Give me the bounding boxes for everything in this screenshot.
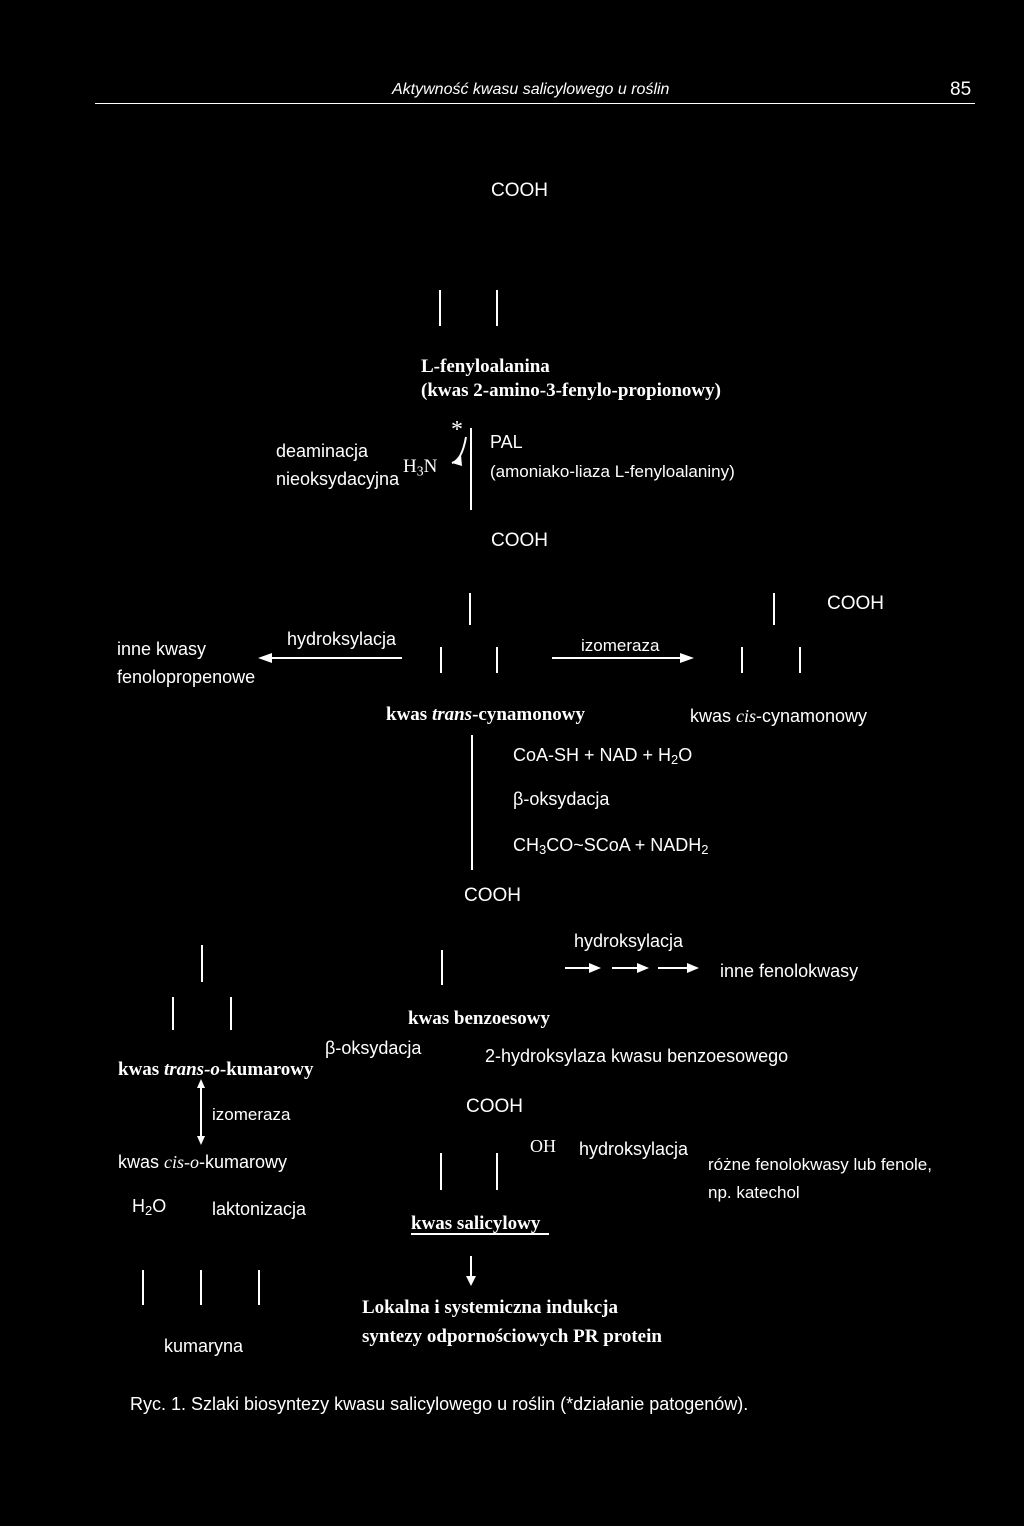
other-acids-label-2: fenolopropenowe: [117, 667, 256, 687]
other-phenolic-acids: inne fenolokwasy: [720, 961, 859, 981]
phe-carboxyl: COOH: [491, 180, 548, 201]
deamination-label-2: nieoksydacyjna: [276, 469, 400, 489]
various-phenols-1: różne fenolokwasy lub fenole,: [708, 1155, 932, 1174]
water-label: $H_2O$: [132, 1196, 167, 1219]
running-title: Aktywność kwasu salicylowego u roślin: [392, 81, 670, 98]
trans-cin-name: kwas trans-cynamonowy: [386, 704, 586, 725]
deamination-label-1: deaminacja: [276, 441, 369, 461]
page-number: 85: [950, 79, 972, 100]
pathogen-asterisk: *: [451, 417, 463, 443]
coumarin-name: kumaryna: [164, 1336, 244, 1356]
nh3-arrowhead: [452, 455, 462, 466]
benzoic-name: kwas benzoesowy: [408, 1008, 550, 1029]
isomerase-arrowhead-2-up: [197, 1079, 205, 1088]
phe-systematic-name: (kwas 2-amino-3-fenylo-propionowy): [421, 380, 721, 401]
various-phenols-2: np. katechol: [708, 1183, 800, 1202]
cis-o-cou-name: kwas cis-o-kumarowy: [118, 1152, 288, 1172]
pal-label: PAL: [490, 432, 523, 452]
hydroxylation-arrowhead-1: [258, 653, 272, 663]
benzoic-hydroxylase-label: 2-hydroksylaza kwasu benzoesowego: [485, 1046, 789, 1066]
benzoic-carboxyl: COOH: [464, 885, 521, 906]
trans-o-cou-name: kwas trans-o-kumarowy: [118, 1059, 314, 1080]
beta-oxidation-label-2: β-oksydacja: [325, 1038, 422, 1058]
induction-line-2: syntezy odpornościowych PR protein: [362, 1326, 662, 1347]
induction-line-1: Lokalna i systemiczna indukcja: [362, 1297, 619, 1318]
hydroxylation-label-3: hydroksylacja: [579, 1139, 689, 1159]
trans-cin-carboxyl: COOH: [491, 530, 548, 551]
hydroxylation-label-1: hydroksylacja: [287, 629, 397, 649]
cis-cin-carboxyl: COOH: [827, 593, 884, 614]
figure-caption: Ryc. 1. Szlaki biosyntezy kwasu salicylowego u roślin (*działanie patogenów).: [130, 1394, 749, 1414]
phe-name: L-fenyloalanina: [421, 356, 550, 377]
isomerase-label-2: izomeraza: [212, 1105, 291, 1124]
beta-oxidation-label-1: β-oksydacja: [513, 789, 610, 809]
lactonization-label: laktonizacja: [212, 1199, 307, 1219]
induction-arrowhead: [466, 1276, 476, 1286]
hydroxylation-label-2: hydroksylacja: [574, 931, 684, 951]
cis-cin-name: kwas cis-cynamonowy: [690, 706, 868, 726]
cofactors-out: $CH_3CO\sim SCoA$ + $NADH_2$: [513, 835, 709, 858]
salicylic-carboxyl: COOH: [466, 1096, 523, 1117]
isomerase-label-1: izomeraza: [581, 636, 660, 655]
cofactors-in: CoA-SH + NAD + $H_2O$: [513, 745, 693, 768]
salicylic-hydroxyl: OH: [530, 1136, 556, 1156]
other-acids-label-1: inne kwasy: [117, 639, 207, 659]
isomerase-arrowhead-2-down: [197, 1136, 205, 1145]
isomerase-arrowhead-1: [680, 653, 694, 663]
ammonia-label: $H_3N$: [403, 456, 438, 479]
pal-full-name: (amoniako-liaza L-fenyloalaniny): [490, 462, 735, 481]
salicylic-name: kwas salicylowy: [411, 1213, 541, 1234]
